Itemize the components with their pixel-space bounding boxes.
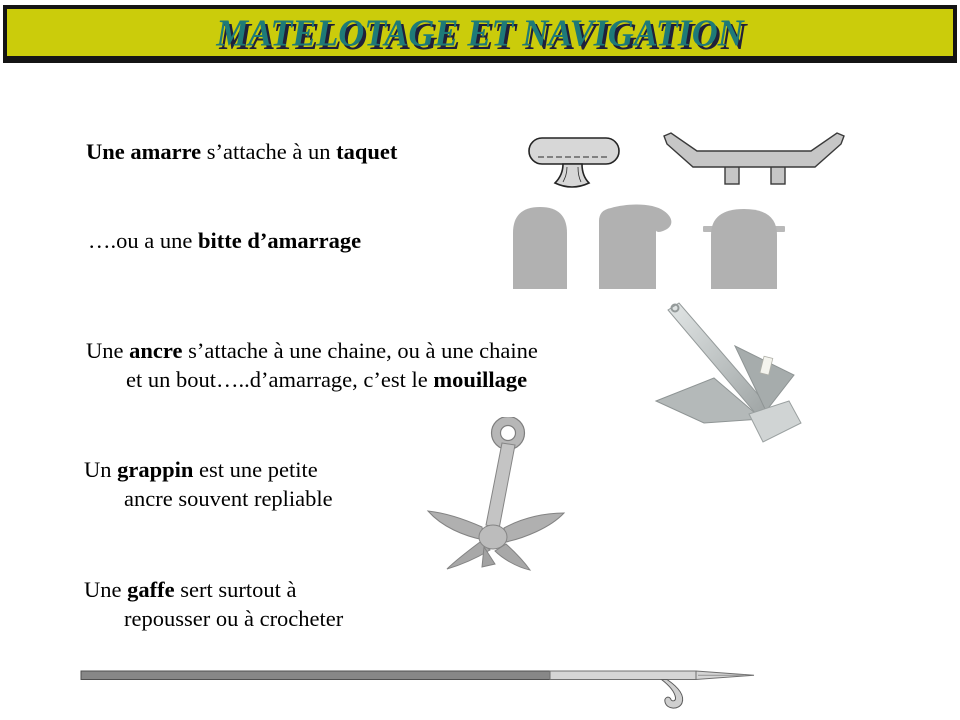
cleat-horn — [529, 138, 619, 164]
text-line — [84, 455, 333, 484]
boat-hook-hook — [662, 680, 683, 709]
boat-hook-pole-dark — [81, 671, 550, 680]
grapnel-hub — [479, 525, 507, 549]
text-segment: ancre — [129, 338, 183, 363]
text-segment: gaffe — [127, 577, 175, 602]
text-segment: repousser ou à crocheter — [124, 606, 344, 631]
text-line — [88, 226, 361, 255]
grapnel-tine — [504, 513, 564, 542]
text-line — [84, 604, 343, 633]
cleat-top-view-icon — [661, 130, 847, 190]
text-segment: taquet — [336, 139, 398, 164]
title-banner — [3, 5, 957, 63]
boat-hook-image — [78, 662, 768, 710]
cleat-bar — [664, 133, 844, 167]
text-segment: s’attache à un — [201, 139, 337, 164]
grapnel-tine — [495, 544, 530, 570]
bollard-body — [711, 209, 777, 289]
text-line — [86, 365, 538, 394]
text-segment: Une — [86, 338, 130, 363]
cleat-side-view-graphic — [526, 134, 622, 192]
grapnel-shank — [486, 443, 515, 529]
bollard-body — [599, 205, 671, 289]
cleat-leg — [771, 166, 785, 184]
text-segment: s’attache à une chaine, ou à une chaine — [182, 338, 538, 363]
bollard-plain-graphic — [511, 205, 569, 289]
cleat-leg — [725, 166, 739, 184]
bollard-capped-icon — [597, 204, 675, 289]
grapnel-eye-ring — [496, 421, 520, 445]
text-segment: Un — [84, 457, 118, 482]
text-segment: mouillage — [433, 367, 528, 392]
text-line — [84, 575, 343, 604]
bollard-body — [513, 207, 567, 289]
cleat-side-view-icon — [526, 134, 622, 192]
bollard-crossbar-icon — [703, 205, 785, 289]
bollard-plain-icon — [511, 205, 569, 289]
cleat-top-view-graphic — [661, 130, 847, 190]
text-line — [84, 484, 333, 513]
grapnel-eye-hole — [501, 426, 516, 441]
text-line — [86, 336, 538, 365]
paragraph-gaffe — [84, 575, 343, 633]
text-segment: Une amarre — [86, 139, 202, 164]
text-line — [86, 137, 397, 166]
paragraph-amarre — [86, 137, 397, 166]
paragraph-grappin — [84, 455, 333, 513]
slide-title: MATELOTAGE ET NAVIGATION — [216, 11, 744, 54]
paragraph-ancre — [86, 336, 538, 394]
paragraph-bitte — [88, 226, 361, 255]
folding-grapnel-image — [422, 417, 590, 577]
danforth-anchor-graphic — [652, 298, 808, 450]
text-segment: et un bout…..d’amarrage, c’est le — [126, 367, 434, 392]
text-segment: Une — [84, 577, 128, 602]
text-segment: grappin — [117, 457, 194, 482]
boat-hook-graphic — [78, 662, 768, 710]
folding-grapnel-graphic — [422, 417, 590, 577]
grapnel-tine — [428, 511, 484, 540]
text-segment: ancre souvent repliable — [124, 486, 333, 511]
text-segment: ….ou a une — [88, 228, 198, 253]
boat-hook-pole-light — [550, 671, 696, 680]
text-segment: est une petite — [193, 457, 318, 482]
cleat-stem — [555, 164, 589, 187]
bollard-crossbar-graphic — [703, 205, 785, 289]
danforth-anchor-image — [652, 298, 808, 450]
bollard-capped-graphic — [597, 204, 675, 289]
text-segment: bitte d’amarrage — [197, 228, 362, 253]
text-segment: sert surtout à — [174, 577, 297, 602]
